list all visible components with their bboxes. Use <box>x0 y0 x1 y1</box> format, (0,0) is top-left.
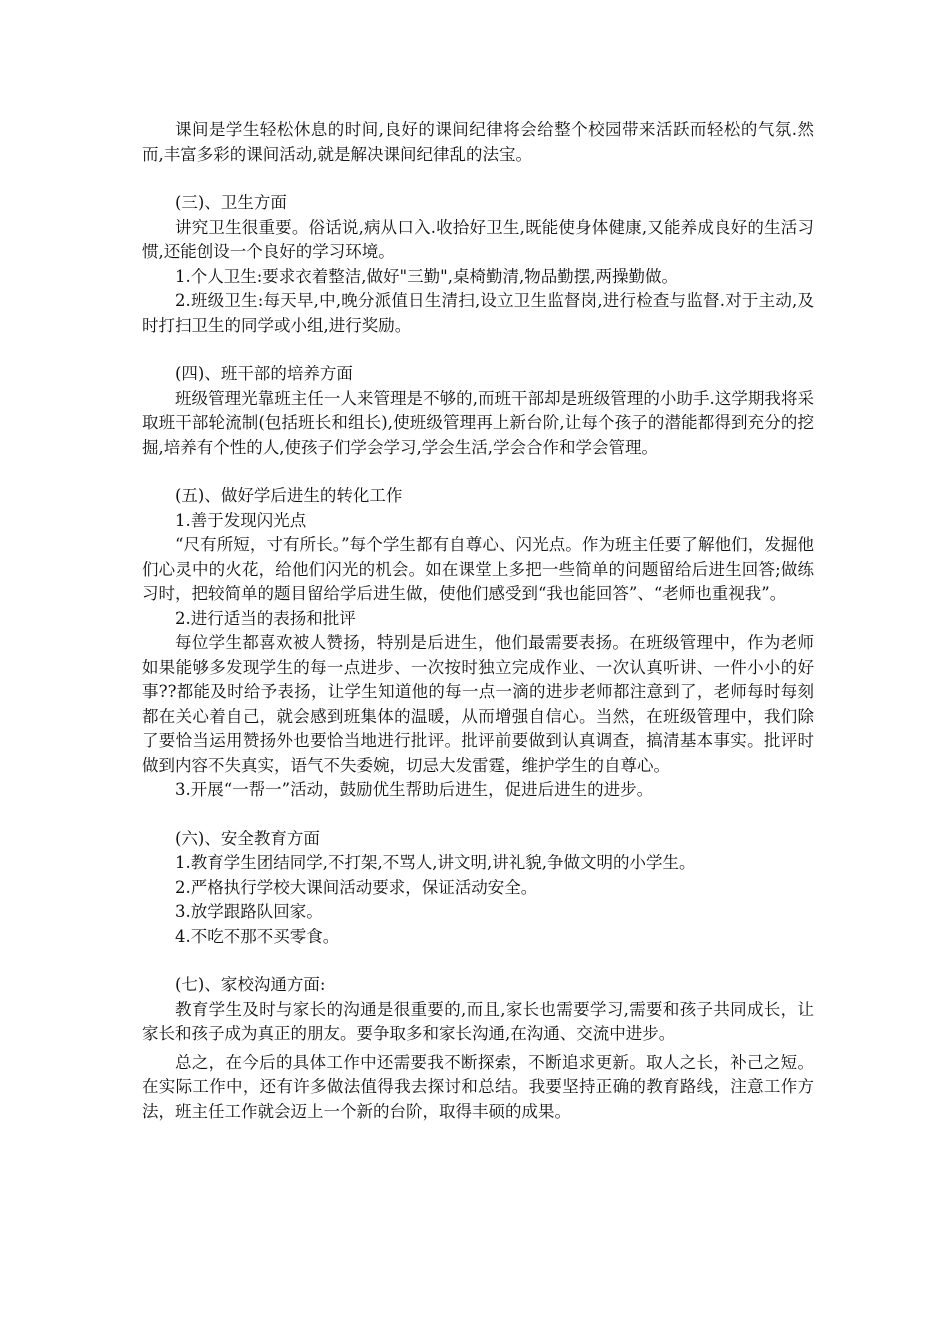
paragraph-summary: 总之，在今后的具体工作中还需要我不断探索，不断追求更新。取人之长，补己之短。在实际工作中，还有许多做法值得我去探讨和总结。我要坚持正确的教育路线，注意工作方法，班主任工作就会迈上一个新的台阶，取得丰硕的成果。 <box>142 1052 814 1121</box>
heading-safety: (六)、安全教育方面 <box>175 828 320 848</box>
heading-home-school: (七)、家校沟通方面: <box>175 975 326 994</box>
paragraph-recess: 课间是学生轻松休息的时间,良好的课间纪律将会给整个校园带来活跃而轻松的气氛.然而,丰富多彩的课间活动,就是解决课间纪律乱的法宝。 <box>142 120 814 164</box>
paragraph-safety-2: 2.严格执行学校大课间活动要求，保证活动安全。 <box>175 877 538 897</box>
paragraph-safety-4: 4.不吃不那不买零食。 <box>175 926 340 946</box>
heading-hygiene: (三)、卫生方面 <box>175 193 287 212</box>
heading-class-cadres: (四)、班干部的培养方面 <box>175 364 353 383</box>
paragraph-hygiene-intro: 讲究卫生很重要。俗话说,病从口入.收拾好卫生,既能使身体健康,又能养成良好的生活习惯,还能创设一个良好的学习环境。 <box>142 217 814 261</box>
paragraph-safety-1: 1.教育学生团结同学,不打架,不骂人,讲文明,讲礼貌,争做文明的小学生。 <box>175 853 696 872</box>
paragraph-class-cadres: 班级管理光靠班主任一人来管理是不够的,而班干部却是班级管理的小助手.这学期我将采取班干部轮流制(包括班长和组长),使班级管理再上新台阶,让每个孩子的潜能都得到充分的挖掘,培养有个性的人,使孩子们学会学习,学会生活,学会合作和学会管理。 <box>142 388 814 457</box>
paragraph-hygiene-personal: 1.个人卫生:要求衣着整洁,做好"三勤",桌椅勤清,物品勤摆,两操勤做。 <box>175 266 678 286</box>
paragraph-underachievers-1-body: “尺有所短，寸有所长。”每个学生都有自尊心、闪光点。作为班主任要了解他们，发掘他们心灵中的火花，给他们闪光的机会。如在课堂上多把一些简单的问题留给后进生回答;做练习时，把较简单的题目留给学后进生做，使他们感受到“我也能回答”、“老师也重视我”。 <box>142 535 814 603</box>
paragraph-hygiene-class: 2.班级卫生:每天早,中,晚分派值日生清扫,设立卫生监督岗,进行检查与监督.对于主动,及时打扫卫生的同学或小组,进行奖励。 <box>142 291 814 335</box>
paragraph-underachievers-2: 2.进行适当的表扬和批评 <box>175 608 356 628</box>
heading-underachievers: (五)、做好学后进生的转化工作 <box>175 486 403 505</box>
paragraph-underachievers-1: 1.善于发现闪光点 <box>175 510 307 530</box>
document-body <box>142 118 814 1124</box>
paragraph-home-school: 教育学生及时与家长的沟通是很重要的,而且,家长也需要学习,需要和孩子共同成长，让家长和孩子成为真正的朋友。要争取多和家长沟通,在沟通、交流中进步。 <box>142 999 814 1043</box>
paragraph-underachievers-2-body: 每位学生都喜欢被人赞扬，特别是后进生，他们最需要表扬。在班级管理中，作为老师如果能够多发现学生的每一点进步、一次按时独立完成作业、一次认真听讲、一件小小的好事??都能及时给予表扬，让学生知道他的每一点一滴的进步老师都注意到了，老师每时每刻都在关心着自己，就会感到班集体的温暖，从而增强自信心。当然，在班级管理中，我们除了要恰当运用赞扬外也要恰当地进行批评。批评前要做到认真调查，搞清基本事实。批评时做到内容不失真实，语气不失委婉，切忌大发雷霆，维护学生的自尊心。 <box>142 633 814 775</box>
paragraph-underachievers-3: 3.开展“一帮一”活动，鼓励优生帮助后进生，促进后进生的进步。 <box>175 780 654 799</box>
paragraph-safety-3: 3.放学跟路队回家。 <box>175 902 323 921</box>
